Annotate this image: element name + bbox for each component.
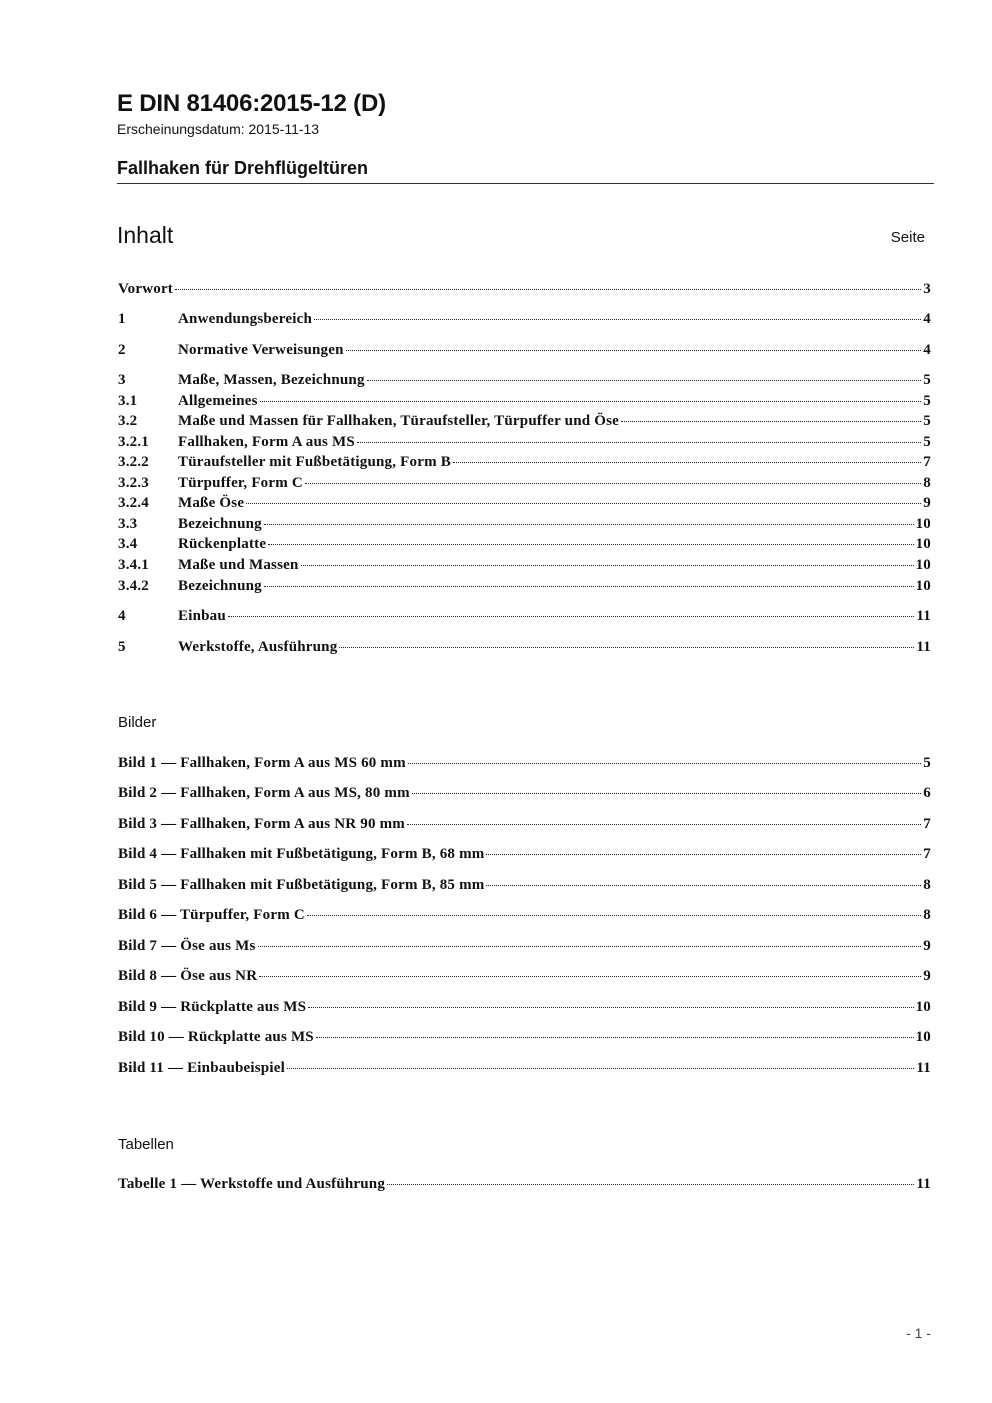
figure-entry-title: Bild 7 — Öse aus Ms (118, 938, 256, 954)
figure-entry[interactable] (118, 907, 931, 926)
figure-entry[interactable] (118, 968, 931, 987)
toc-entry-title: Vorwort (118, 281, 173, 297)
toc-leader-dots (308, 1007, 913, 1008)
toc-entry-page: 5 (923, 434, 931, 450)
figure-entry-title: Bild 5 — Fallhaken mit Fußbetätigung, Form B, 85 mm (118, 877, 485, 893)
publication-date: Erscheinungsdatum: 2015-11-13 (117, 121, 320, 137)
toc-entry-page: 7 (923, 454, 931, 470)
figure-entry[interactable] (118, 1060, 931, 1079)
toc-leader-dots (264, 586, 914, 587)
toc-entry-page: 5 (923, 413, 931, 429)
figure-entry-title: Bild 1 — Fallhaken, Form A aus MS 60 mm (118, 755, 406, 771)
toc-leader-dots (264, 524, 914, 525)
figure-entry[interactable] (118, 999, 931, 1018)
figure-entry-page: 9 (923, 938, 931, 954)
figure-entry-page: 11 (916, 1060, 931, 1076)
toc-leader-dots (259, 976, 921, 977)
toc-entry-number: 3.4.2 (118, 578, 149, 594)
toc-entry-number: 3.4 (118, 536, 138, 552)
toc-entry-title: Werkstoffe, Ausführung (178, 639, 338, 655)
toc-entry[interactable] (118, 639, 931, 658)
toc-entry[interactable] (118, 516, 931, 535)
figure-entry-page: 8 (923, 877, 931, 893)
toc-entry-title: Einbau (178, 608, 226, 624)
toc-entry-page: 5 (923, 372, 931, 388)
toc-leader-dots (314, 319, 921, 320)
toc-entry-number: 3.2 (118, 413, 138, 429)
figure-entry-title: Bild 9 — Rückplatte aus MS (118, 999, 307, 1015)
toc-leader-dots (346, 350, 922, 351)
toc-leader-dots (339, 647, 914, 648)
figure-entry-page: 7 (923, 846, 931, 862)
toc-entry-title: Türpuffer, Form C (178, 475, 303, 491)
table-entry[interactable] (118, 1176, 931, 1195)
toc-entry-page: 5 (923, 393, 931, 409)
figure-entry-page: 10 (915, 999, 931, 1015)
toc-entry-title: Maße, Massen, Bezeichnung (178, 372, 365, 388)
toc-entry-vorwort[interactable] (118, 281, 931, 300)
toc-entry[interactable] (118, 536, 931, 555)
toc-leader-dots (260, 401, 922, 402)
toc-entry-title: Maße und Massen (178, 557, 299, 573)
toc-entry-title: Rückenplatte (178, 536, 267, 552)
figure-entry-page: 9 (923, 968, 931, 984)
toc-entry-page: 10 (915, 578, 931, 594)
figure-entry[interactable] (118, 816, 931, 835)
toc-entry-title: Normative Verweisungen (178, 342, 344, 358)
toc-leader-dots (412, 793, 922, 794)
subject-divider (117, 183, 934, 184)
toc-entry-number: 3.3 (118, 516, 138, 532)
toc-leader-dots (268, 544, 913, 545)
toc-leader-dots (486, 885, 921, 886)
toc-entry[interactable] (118, 495, 931, 514)
toc-leader-dots (228, 616, 915, 617)
toc-entry-number: 3.2.3 (118, 475, 149, 491)
toc-leader-dots (486, 854, 921, 855)
figure-entry-page: 8 (923, 907, 931, 923)
toc-entry-page: 10 (915, 536, 931, 552)
figure-entry-title: Bild 11 — Einbaubeispiel (118, 1060, 285, 1076)
toc-entry[interactable] (118, 311, 931, 330)
figure-entry[interactable] (118, 846, 931, 865)
toc-entry-number: 3.2.4 (118, 495, 149, 511)
figures-section-label: Bilder (118, 714, 157, 731)
toc-entry[interactable] (118, 454, 931, 473)
toc-leader-dots (316, 1037, 914, 1038)
toc-leader-dots (301, 565, 914, 566)
figure-entry[interactable] (118, 785, 931, 804)
toc-entry-page: 10 (915, 516, 931, 532)
toc-entry[interactable] (118, 557, 931, 576)
toc-leader-dots (246, 503, 921, 504)
toc-entry-number: 5 (118, 639, 126, 655)
toc-leader-dots (175, 289, 921, 290)
toc-entry-number: 1 (118, 311, 126, 327)
toc-entry-page: 4 (923, 311, 931, 327)
document-code: E DIN 81406:2015-12 (D) (117, 90, 386, 117)
document-subject: Fallhaken für Drehflügeltüren (117, 158, 369, 178)
toc-leader-dots (408, 763, 921, 764)
figure-entry[interactable] (118, 938, 931, 957)
toc-entry-page: 11 (916, 608, 931, 624)
toc-heading: Inhalt (117, 222, 174, 248)
toc-leader-dots (258, 946, 922, 947)
toc-entry-page: 8 (923, 475, 931, 491)
figure-entry-page: 5 (923, 755, 931, 771)
table-entry-title: Tabelle 1 — Werkstoffe und Ausführung (118, 1176, 386, 1192)
figure-entry-title: Bild 6 — Türpuffer, Form C (118, 907, 305, 923)
figure-entry[interactable] (118, 1029, 931, 1048)
toc-entry[interactable] (118, 413, 931, 432)
figure-entry-title: Bild 4 — Fallhaken mit Fußbetätigung, Form B, 68 mm (118, 846, 485, 862)
toc-entry-title: Anwendungsbereich (178, 311, 312, 327)
toc-entry-number: 3.2.1 (118, 434, 149, 450)
toc-entry-page: 3 (923, 281, 931, 297)
figure-entry-page: 10 (915, 1029, 931, 1045)
toc-entry-page: 11 (916, 639, 931, 655)
toc-entry-title: Allgemeines (178, 393, 258, 409)
toc-entry-title: Bezeichnung (178, 578, 262, 594)
toc-leader-dots (367, 380, 922, 381)
toc-leader-dots (305, 483, 921, 484)
toc-entry-title: Maße und Massen für Fallhaken, Türaufsteller, Türpuffer und Öse (178, 413, 620, 429)
figure-entry-title: Bild 8 — Öse aus NR (118, 968, 258, 984)
toc-entry[interactable] (118, 608, 931, 627)
toc-page-column-label: Seite (890, 229, 925, 246)
page-number: - 1 - (906, 1325, 931, 1341)
toc-entry-title: Maße Öse (178, 495, 245, 511)
figure-entry-title: Bild 3 — Fallhaken, Form A aus NR 90 mm (118, 816, 405, 832)
toc-entry-title: Bezeichnung (178, 516, 262, 532)
figure-entry-page: 7 (923, 816, 931, 832)
toc-leader-dots (287, 1068, 914, 1069)
toc-entry-title: Fallhaken, Form A aus MS (178, 434, 355, 450)
toc-leader-dots (407, 824, 921, 825)
toc-leader-dots (453, 462, 921, 463)
toc-entry-number: 3 (118, 372, 126, 388)
tables-section-label: Tabellen (118, 1136, 174, 1153)
toc-entry-page: 9 (923, 495, 931, 511)
toc-entry-number: 3.1 (118, 393, 138, 409)
figure-entry-title: Bild 10 — Rückplatte aus MS (118, 1029, 314, 1045)
table-entry-page: 11 (916, 1176, 931, 1192)
toc-entry-number: 3.2.2 (118, 454, 149, 470)
toc-entry-number: 3.4.1 (118, 557, 149, 573)
toc-entry-page: 10 (915, 557, 931, 573)
figure-entry[interactable] (118, 755, 931, 774)
toc-entry-page: 4 (923, 342, 931, 358)
figure-entry-title: Bild 2 — Fallhaken, Form A aus MS, 80 mm (118, 785, 410, 801)
toc-entry[interactable] (118, 578, 931, 597)
toc-entry[interactable] (118, 342, 931, 361)
toc-entry[interactable] (118, 434, 931, 453)
toc-leader-dots (307, 915, 921, 916)
toc-entry-number: 4 (118, 608, 126, 624)
toc-entry-number: 2 (118, 342, 126, 358)
toc-leader-dots (357, 442, 921, 443)
toc-entry[interactable] (118, 475, 931, 494)
figure-entry-page: 6 (923, 785, 931, 801)
toc-entry-title: Türaufsteller mit Fußbetätigung, Form B (178, 454, 451, 470)
toc-leader-dots (621, 421, 921, 422)
figure-entry[interactable] (118, 877, 931, 896)
toc-entry[interactable] (118, 393, 931, 412)
toc-entry[interactable] (118, 372, 931, 391)
toc-leader-dots (387, 1184, 914, 1185)
